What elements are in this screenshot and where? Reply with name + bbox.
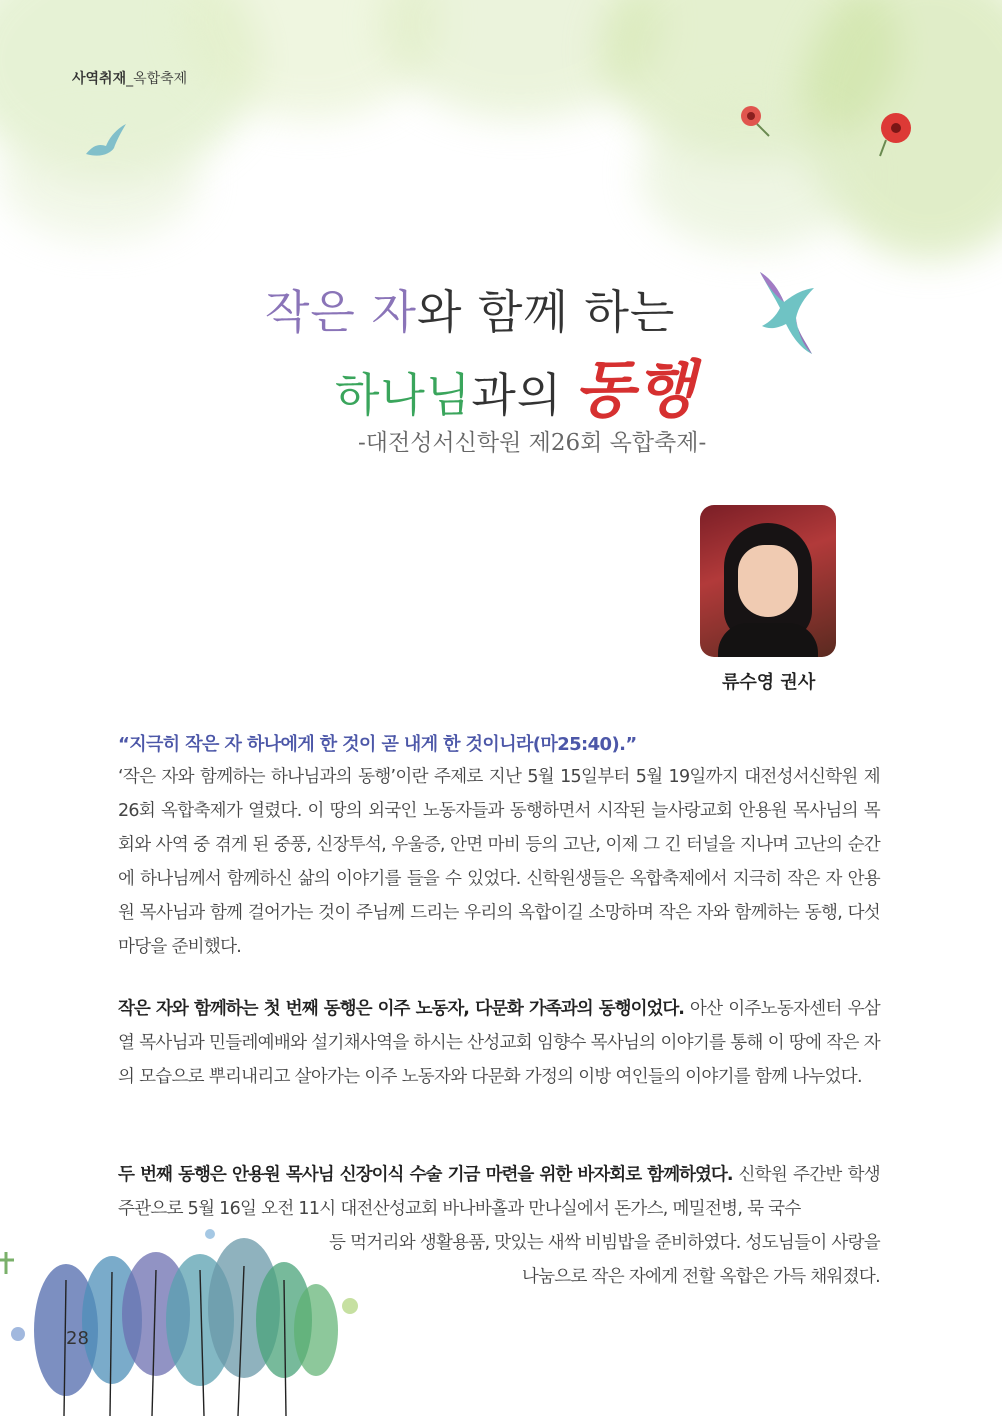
paragraph-1: ‘작은 자와 함께하는 하나님과의 동행’이란 주제로 지난 5월 15일부터 5월 19일까지 대전성서신학원 제26회 옥합축제가 열렸다. 이 땅의 외국인 노동자들과 동행하면서 시작된 늘사랑교회 안용원 목사님의 목회와 사역 중 겪게 된 중풍, 신장투석, 우울증, 안면 마비 등의 고난, 이제 그 긴 터널을 지나며 고난의 순간에 하나님께서 함께하신 삶의 이야기를 들을 수 있었다. 신학원생들은 옥합축제에서 지극히 작은 자 안용원 목사님과 함께 걸어가는 것이 주님께 드리는 우리의 옥합이길 소망하며 작은 자와 함께하는 동행, 다섯 마당을 준비했다.	[118, 767, 880, 957]
photo-body	[718, 623, 818, 657]
title-brush-word: 동행	[574, 353, 696, 426]
flower-icon	[737, 102, 777, 142]
paragraph-lead: 두 번째 동행은 안용원 목사님 신장이식 수술 기금 마련을 위한 바자회로 함께하였다.	[118, 1165, 733, 1185]
subtitle: -대전성서신학원 제26회 옥합축제-	[358, 430, 707, 456]
paragraph-body: 신학원 주간반 학생 주관으로 5월 16일 오전 11시 대전산성교회 바나바홀과 만나실에서 돈가스, 메밀전병, 묵 국수	[118, 1165, 880, 1219]
paragraph-body: 아산 이주노동자센터 우삼열 목사님과 민들레예배와 설기채사역을 하시는 산성교회 임향수 목사님의 이야기를 통해 이 땅에 작은 자의 모습으로 뿌리내리고 살아가는 이주 노동자와 다문화 가정의 이방 여인들의 이야기를 함께 나누었다.	[118, 999, 880, 1087]
page-number: 28	[66, 1328, 89, 1349]
title-line-1	[265, 276, 675, 342]
subsection-name: _옥합축제	[126, 71, 188, 87]
scripture-quote: “지극히 작은 자 하나에게 한 것이 곧 내게 한 것이니라(마25:40).”	[118, 734, 637, 755]
paragraph-2	[118, 992, 880, 1094]
bird-icon	[80, 116, 130, 166]
paragraph-3-continued: 등 먹거리와 생활용품, 맛있는 새싹 비빔밥을 준비하였다. 성도님들이 사랑을 나눔으로 작은 자에게 전할 옥합은 가득 채워졌다.	[329, 1233, 880, 1287]
title-rest: 와 함께 하는	[416, 285, 676, 339]
author-photo	[700, 505, 836, 657]
paragraph-lead: 작은 자와 함께하는 첫 번째 동행은 이주 노동자, 다문화 가족과의 동행이었다.	[118, 999, 684, 1019]
bird-icon	[756, 268, 826, 358]
watercolor-trees	[0, 1210, 390, 1416]
author-name: 류수영 권사	[722, 672, 816, 693]
title-line-2	[335, 340, 696, 429]
section-label	[72, 68, 187, 88]
title-rest: 과의	[471, 368, 563, 422]
flower-icon	[872, 110, 916, 160]
photo-face	[738, 545, 798, 617]
title-accent: 하나님	[335, 368, 472, 422]
section-name: 사역취재	[72, 71, 127, 87]
title-accent: 작은 자	[265, 285, 417, 339]
